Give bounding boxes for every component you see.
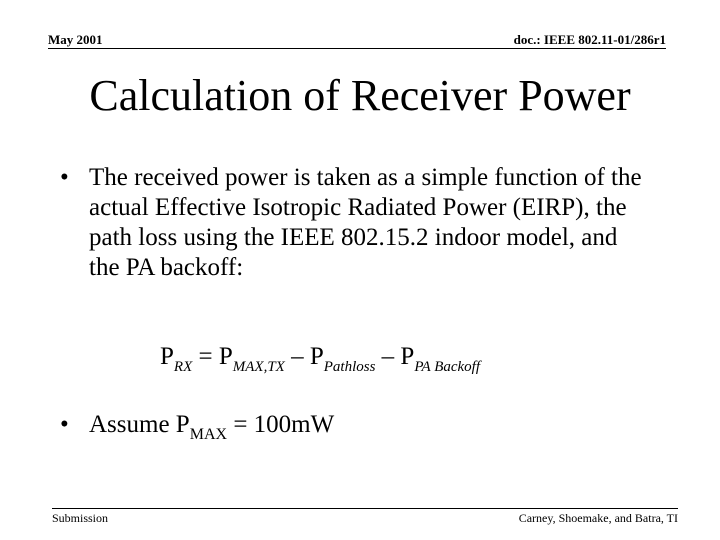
equation-symbol-p: P: [400, 343, 415, 370]
header-date: May 2001: [48, 32, 103, 47]
footer-submission: Submission: [52, 511, 109, 525]
equation-minus: –: [284, 343, 310, 370]
equation-minus: –: [375, 343, 401, 370]
header-doc-id: doc.: IEEE 802.11-01/286r1: [513, 32, 666, 47]
equation-symbol-p: P: [309, 343, 324, 370]
equation-subscript-pa-backoff: PA Backoff: [414, 359, 481, 375]
slide-title: Calculation of Receiver Power: [89, 71, 631, 120]
pmax-value: = 100mW: [227, 411, 335, 438]
equation-equals: =: [192, 343, 219, 370]
bullet-text: The received power is taken as a simple function of the actual Effective Isotropic Radiated Power (EIRP), the path loss using the IEEE 802.15.2 indoor model, and the PA backoff:: [89, 164, 642, 281]
bullet-item: [60, 410, 660, 446]
equation-subscript-pathloss: Pathloss: [323, 359, 376, 375]
pmax-subscript: MAX: [189, 426, 228, 443]
equation-symbol-p: P: [218, 343, 233, 370]
bullet-symbol: •: [60, 164, 69, 191]
equation-subscript-rx: RX: [173, 359, 193, 375]
equation-symbol-p: P: [160, 343, 174, 370]
bullet-text: [89, 410, 649, 443]
slide-footer: [52, 508, 678, 525]
equation-subscript-max-tx: MAX,TX: [232, 359, 285, 375]
pmax-prefix: Assume P: [89, 411, 190, 438]
power-equation: [160, 342, 580, 380]
slide-header: [48, 30, 666, 49]
bullet-symbol: •: [60, 411, 69, 438]
bullet-item: [60, 163, 660, 293]
footer-authors: Carney, Shoemake, and Batra, TI: [518, 511, 678, 525]
